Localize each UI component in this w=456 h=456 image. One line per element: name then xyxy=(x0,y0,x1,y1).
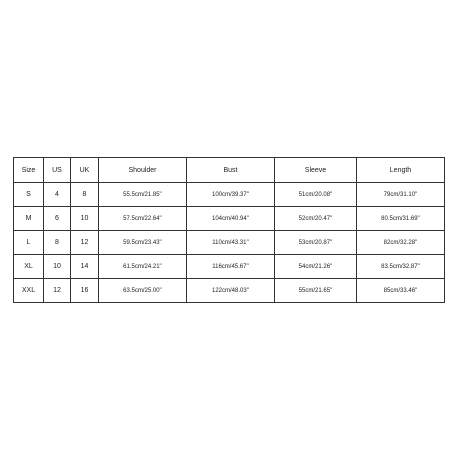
cell-length: 80.5cm/31.69'' xyxy=(357,207,445,231)
cell-us: 12 xyxy=(44,279,71,303)
cell-size: XL xyxy=(14,255,44,279)
cell-uk: 10 xyxy=(71,207,99,231)
cell-bust: 116cm/45.67'' xyxy=(187,255,275,279)
cell-sleeve: 55cm/21.65'' xyxy=(275,279,357,303)
table-row xyxy=(14,255,445,279)
cell-shoulder: 63.5cm/25.00'' xyxy=(99,279,187,303)
header-size: Size xyxy=(14,158,44,183)
cell-shoulder: 55.5cm/21.85'' xyxy=(99,183,187,207)
cell-uk: 8 xyxy=(71,183,99,207)
header-length: Length xyxy=(357,158,445,183)
header-bust: Bust xyxy=(187,158,275,183)
cell-sleeve: 52cm/20.47'' xyxy=(275,207,357,231)
cell-uk: 12 xyxy=(71,231,99,255)
cell-size: XXL xyxy=(14,279,44,303)
cell-size: L xyxy=(14,231,44,255)
header-sleeve: Sleeve xyxy=(275,158,357,183)
table-row xyxy=(14,279,445,303)
header-uk: UK xyxy=(71,158,99,183)
cell-sleeve: 54cm/21.26'' xyxy=(275,255,357,279)
cell-bust: 122cm/48.03'' xyxy=(187,279,275,303)
cell-us: 10 xyxy=(44,255,71,279)
table-row xyxy=(14,183,445,207)
cell-shoulder: 61.5cm/24.21'' xyxy=(99,255,187,279)
cell-size: M xyxy=(14,207,44,231)
cell-bust: 100cm/39.37'' xyxy=(187,183,275,207)
cell-length: 79cm/31.10'' xyxy=(357,183,445,207)
cell-bust: 104cm/40.94'' xyxy=(187,207,275,231)
cell-sleeve: 51cm/20.08'' xyxy=(275,183,357,207)
cell-length: 82cm/32.28'' xyxy=(357,231,445,255)
cell-length: 83.5cm/32.87'' xyxy=(357,255,445,279)
table-header-row xyxy=(14,158,445,183)
cell-shoulder: 57.5cm/22.64'' xyxy=(99,207,187,231)
cell-length: 85cm/33.46'' xyxy=(357,279,445,303)
header-shoulder: Shoulder xyxy=(99,158,187,183)
cell-uk: 14 xyxy=(71,255,99,279)
cell-uk: 16 xyxy=(71,279,99,303)
cell-us: 6 xyxy=(44,207,71,231)
table-row xyxy=(14,231,445,255)
header-us: US xyxy=(44,158,71,183)
cell-sleeve: 53cm/20.87'' xyxy=(275,231,357,255)
size-chart-table xyxy=(13,157,445,303)
cell-bust: 110cm/43.31'' xyxy=(187,231,275,255)
table-row xyxy=(14,207,445,231)
cell-size: S xyxy=(14,183,44,207)
cell-shoulder: 59.5cm/23.43'' xyxy=(99,231,187,255)
cell-us: 4 xyxy=(44,183,71,207)
cell-us: 8 xyxy=(44,231,71,255)
